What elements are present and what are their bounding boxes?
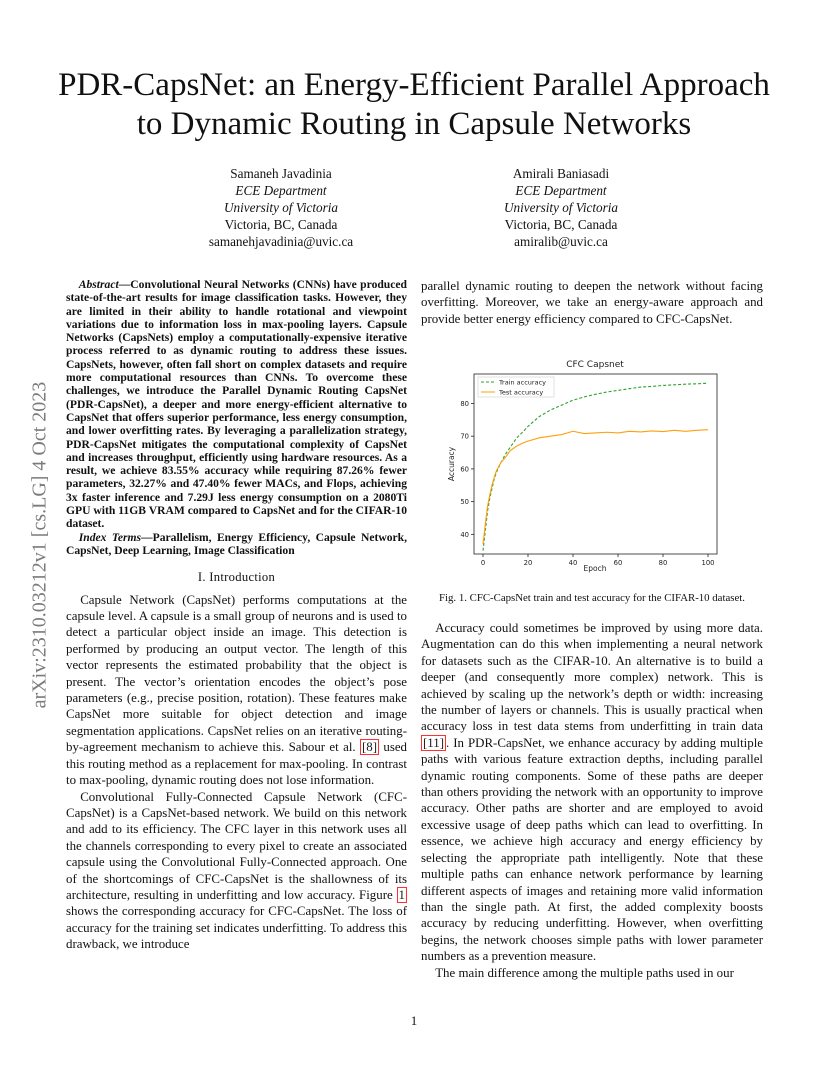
left-column (66, 278, 407, 953)
index-terms-label: Index Terms (78, 530, 142, 544)
citation-link-11[interactable]: [11] (423, 735, 444, 750)
x-tick-label: 20 (523, 559, 533, 567)
author-email: amiralib@uvic.ca (514, 234, 608, 249)
right-paragraph-1 (421, 620, 763, 965)
right-column-bottom (421, 620, 763, 981)
chart-title: CFC Capsnet (566, 360, 624, 370)
legend-entry-train: Train accuracy (499, 378, 546, 387)
axis-ticks (460, 400, 714, 567)
y-tick-label: 70 (460, 432, 469, 441)
arxiv-stamp (14, 300, 66, 790)
intro-p2-text-b: shows the corresponding accuracy for CFC-CapsNet. The loss of accuracy for the training set indicates underfitting. To address this drawback, we introduce (66, 904, 407, 952)
right-p1-text-a: Accuracy could sometimes be improved by using more data. Augmentation can do this when implementing a neural network for datasets such as the CIFAR-10. An alternative is to build a deeper (and consequently more complex) network. This is achieved by scaling up the network’s depth or width: increasing the number of layers or channels. This is usually practical when accuracy loss in test data stems from underfitting in train data (421, 621, 763, 734)
y-tick-label: 50 (460, 498, 469, 507)
series-lines (483, 383, 708, 551)
abstract (66, 278, 407, 531)
index-terms (66, 531, 407, 558)
figure-link-1[interactable]: 1 (398, 887, 405, 902)
abstract-text: —Convolutional Neural Networks (CNNs) have produced state-of-the-art results for image classification tasks. However, they are limited in their ability to handle rotational and viewpoint variations due to information loss in max-pooling layers. Capsule Networks (CapsNets) employ a computationally-expensive iterative process referred to as dynamic routing to address these issues. CapsNets, however, often fall short on complex datasets and require more computational resources than CNNs. To overcome these challenges, we introduce the Parallel Dynamic Routing CapsNet (PDR-CapsNet), a deeper and more energy-efficient alternative to CapsNet that offers superior performance, less energy consumption, and lower overfitting rates. By leveraging a parallelization strategy, PDR-CapsNet mitigates the computational complexity of CapsNet and increases throughput, efficiently using hardware resources. As a result, we achieve 83.55% accuracy while requiring 87.26% fewer parameters, 32.27% and 47.40% fewer MACs, and Flops, achieving 3x faster inference and 7.29J less energy consumption on a 2080Ti GPU with 11GB VRAM compared to CapsNet and for the CIFAR-10 dataset. (66, 278, 407, 531)
section-heading: I. Introduction (197, 570, 276, 585)
title-line-2: to Dynamic Routing in Capsule Networks (136, 106, 692, 142)
intro-paragraph-1 (66, 592, 407, 789)
intro-p2-text-a: Convolutional Fully-Connected Capsule Network (CFC-CapsNet) is a CapsNet-based network. We build on this network and add to its efficiency. The CFC layer in this network uses all the channels corresponding to every pixel to create an associated capsule using the Convolutional Fully-Connected approach. One of the shortcomings of CFC-CapsNet is the shallowness of its architecture, resulting in underfitting and low accuracy. Figure (66, 789, 407, 902)
intro-p1-text-b: used this routing method as a replacement for max-pooling. In contrast to max-pooling, dynamic routing does not lose information. (66, 740, 407, 788)
series-line-train (483, 383, 708, 551)
right-p1-text-b: . In PDR-CapsNet, we enhance accuracy by adding multiple paths with various feature extraction depths, including parallel dynamic routing components. Some of these paths are deeper than others providing the network with an opportunity to improve accuracy. Other paths are shorter and are employed to avoid excessive usage of deep paths which can lead to overfitting. In essence, we achieve high accuracy and energy efficiency by selecting the appropriate path intelligently. Note that these multiple paths can enhance network performance by learning different aspects of images and retaining more valid information than the single path. At first, the added complexity boosts accuracy by reducing underfitting. However, when overfitting begins, the network chooses simple paths with lower parameter numbers as a prevention measure. (421, 735, 763, 964)
citation-link-8[interactable]: [8] (361, 740, 378, 755)
plot-frame (474, 374, 717, 554)
author-univ: University of Victoria (223, 200, 339, 215)
y-tick-label: 60 (460, 465, 469, 474)
right-paragraph-0: parallel dynamic routing to deepen the network without facing overfitting. Moreover, we take an energy-aware approach and provide better energy efficiency compared to CFC-CapsNet. (421, 279, 763, 326)
index-terms-text: —Parallelism, Energy Efficiency, Capsule Network, CapsNet, Deep Learning, Image Classification (66, 530, 407, 557)
author-block-1 (156, 165, 406, 250)
title-line-1: PDR-CapsNet: an Energy-Efficient Parallel Approach (58, 67, 770, 103)
chart-legend (478, 377, 554, 397)
author-location: Victoria, BC, Canada (224, 217, 338, 232)
author-block-2 (436, 165, 686, 250)
x-tick-label: 40 (568, 559, 578, 567)
intro-p1-text-a: Capsule Network (CapsNet) performs computations at the capsule level. A capsule is a small group of neurons and is used to detect a particular object inside an image. This detection is performed by producing an output vector. The length of this vector represents the estimated probability that the object is present. The vector’s orientation encodes the object’s pose parameters (e.g., precise position, rotation). These features make CapsNet more suitable for object detection and image segmentation applications. CapsNet relies on an iterative routing-by-agreement mechanism to achieve this. Sabour et al. (66, 592, 407, 755)
author-dept: ECE Department (235, 183, 327, 198)
x-tick-label: 60 (613, 559, 623, 567)
x-tick-label: 0 (480, 559, 486, 567)
y-tick-label: 80 (460, 399, 469, 408)
paper-title (40, 66, 788, 144)
author-email: samanehjavadinia@uvic.ca (208, 234, 354, 249)
author-name: Amirali Baniasadi (512, 166, 610, 181)
accuracy-chart (438, 352, 738, 577)
figure-caption: Fig. 1. CFC-CapsNet train and test accuracy for the CIFAR-10 dataset. (439, 592, 745, 604)
right-column-top (421, 278, 763, 327)
series-line-test (483, 430, 708, 545)
arxiv-stamp-text: arXiv:2310.03212v1 [cs.LG] 4 Oct 2023 (28, 381, 51, 709)
x-tick-label: 100 (701, 559, 715, 567)
x-tick-label: 80 (658, 559, 668, 567)
legend-entry-test: Test accuracy (499, 388, 544, 397)
abstract-label: Abstract (78, 278, 119, 291)
author-location: Victoria, BC, Canada (504, 217, 618, 232)
y-axis-label: Accuracy (447, 446, 456, 482)
y-tick-label: 40 (460, 530, 469, 539)
right-paragraph-2: The main difference among the multiple paths used in our (435, 965, 734, 980)
page-number: 1 (410, 1013, 418, 1028)
author-dept: ECE Department (515, 183, 607, 198)
intro-paragraph-2 (66, 789, 407, 953)
author-name: Samaneh Javadinia (230, 166, 332, 181)
x-axis-label: Epoch (583, 564, 607, 573)
author-univ: University of Victoria (503, 200, 619, 215)
